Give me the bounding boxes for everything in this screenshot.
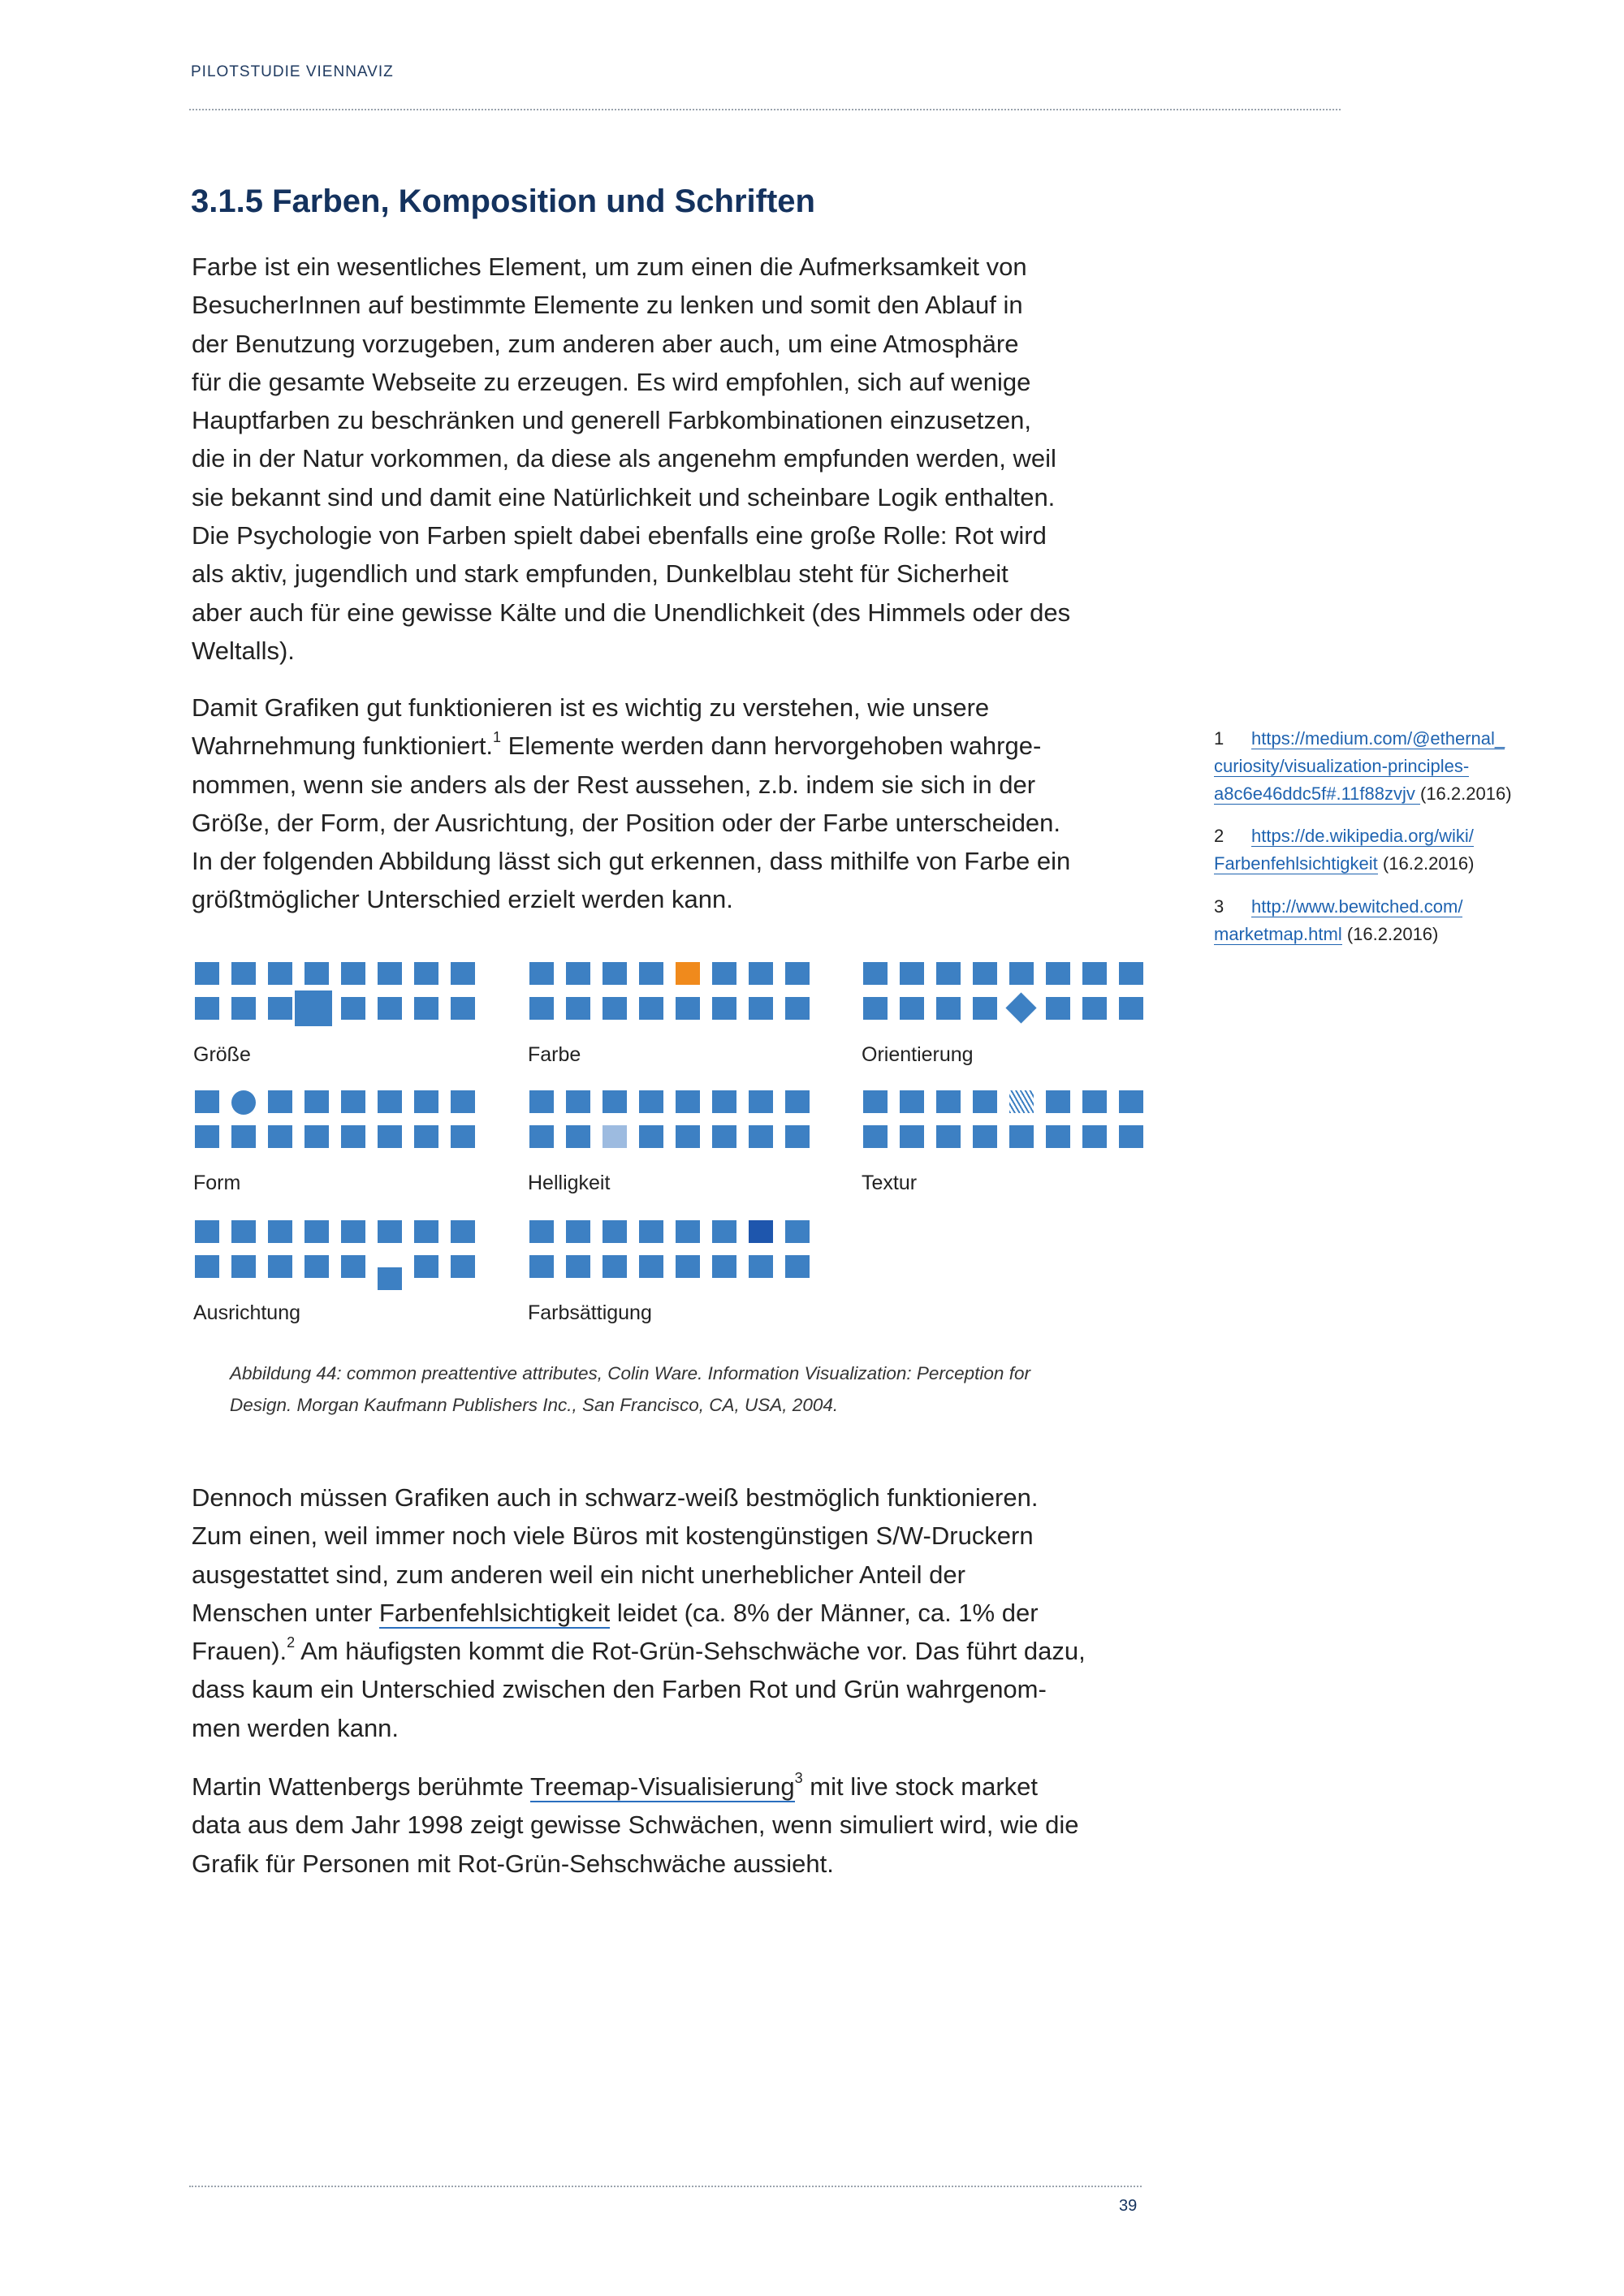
square-mark <box>749 962 773 985</box>
text-line <box>192 727 1070 765</box>
farbenfehlsichtigkeit-link[interactable]: Farbenfehlsichtigkeit <box>378 1598 611 1627</box>
text-line <box>192 1767 1078 1806</box>
square-mark <box>973 997 997 1020</box>
square-mark <box>973 962 997 985</box>
square-mark <box>936 1090 961 1113</box>
square-mark <box>268 1125 292 1148</box>
square-mark <box>639 1125 663 1148</box>
square-mark <box>1009 962 1034 985</box>
square-mark <box>863 1125 888 1148</box>
footnote-date: (16.2.2016) <box>1420 783 1512 804</box>
text: mit live stock market <box>802 1772 1039 1801</box>
text-line: In der folgenden Abbildung lässt sich gut erkennen, dass mithilfe von Farbe ein <box>192 847 1071 876</box>
text-line: aber auch für eine gewisse Kälte und die Unendlichkeit (des Himmels oder des <box>192 598 1071 627</box>
square-mark <box>603 1220 627 1243</box>
square-mark <box>1046 1090 1070 1113</box>
square-mark <box>341 1125 365 1148</box>
square-mark <box>603 962 627 985</box>
square-mark <box>304 1220 329 1243</box>
footnote-2 <box>1214 822 1474 878</box>
text-line <box>192 1594 1086 1632</box>
text-line: Dennoch müssen Grafiken auch in schwarz-weiß bestmöglich funktionieren. <box>192 1483 1039 1512</box>
square-mark <box>900 1125 924 1148</box>
square-mark <box>414 962 438 985</box>
square-mark <box>863 997 888 1020</box>
square-mark <box>936 962 961 985</box>
square-mark <box>900 997 924 1020</box>
square-mark <box>1082 962 1107 985</box>
square-mark <box>378 1125 402 1148</box>
square-mark <box>195 1090 219 1113</box>
square-mark <box>749 1255 773 1278</box>
square-mark <box>973 1090 997 1113</box>
text-line: für die gesamte Webseite zu erzeugen. Es wird empfohlen, sich auf wenige <box>192 367 1031 396</box>
square-mark <box>676 1220 700 1243</box>
treemap-link[interactable]: Treemap-Visualisierung <box>529 1772 795 1801</box>
target-mark-alignment <box>378 1267 402 1290</box>
text-line <box>192 1632 1086 1670</box>
text: leidet (ca. 8% der Männer, ca. 1% der <box>610 1598 1039 1627</box>
square-mark <box>566 1220 590 1243</box>
square-mark <box>639 997 663 1020</box>
attribute-label: Textur <box>862 1172 918 1194</box>
square-mark <box>676 1090 700 1113</box>
attribute-label: Farbe <box>528 1043 581 1066</box>
square-mark <box>712 1125 736 1148</box>
footnote-link[interactable]: https://medium.com/@ethernal_ <box>1251 728 1505 749</box>
square-mark <box>341 1090 365 1113</box>
square-mark <box>639 1090 663 1113</box>
footnote-link[interactable]: marketmap.html <box>1214 924 1342 944</box>
square-mark <box>451 1220 475 1243</box>
text-line: der Benutzung vorzugeben, zum anderen aber auch, um eine Atmosphäre <box>192 329 1019 358</box>
caption-line: Design. Morgan Kaufmann Publishers Inc., San Francisco, CA, USA, 2004. <box>230 1395 839 1415</box>
square-mark <box>378 997 402 1020</box>
square-mark <box>529 962 554 985</box>
square-mark <box>712 1255 736 1278</box>
footnote-link[interactable]: https://de.wikipedia.org/wiki/ <box>1251 826 1474 846</box>
square-mark <box>341 1220 365 1243</box>
page-number: 39 <box>1119 2197 1138 2215</box>
square-mark <box>451 1090 475 1113</box>
running-header: PILOTSTUDIE VIENNAVIZ <box>191 63 394 80</box>
text-line: Zum einen, weil immer noch viele Büros mit kostengünstigen S/W-Druckern <box>192 1521 1034 1551</box>
square-mark <box>1119 1125 1143 1148</box>
square-mark <box>195 1220 219 1243</box>
text: Wahrnehmung funktioniert. <box>192 732 494 761</box>
footnote-ref-3[interactable]: 3 <box>794 1770 803 1786</box>
square-mark <box>1082 997 1107 1020</box>
square-mark <box>304 1090 329 1113</box>
square-mark <box>749 997 773 1020</box>
text-line: men werden kann. <box>192 1713 400 1742</box>
square-mark <box>414 1220 438 1243</box>
text-line: als aktiv, jugendlich und stark empfunden, Dunkelblau steht für Sicherheit <box>192 559 1009 589</box>
text-line: Damit Grafiken gut funktionieren ist es wichtig zu verstehen, wie unsere <box>192 693 990 722</box>
square-mark <box>529 1220 554 1243</box>
footnote-link[interactable]: http://www.bewitched.com/ <box>1251 896 1463 917</box>
square-mark <box>268 1255 292 1278</box>
square-mark <box>900 1090 924 1113</box>
footnote-number: 1 <box>1214 728 1224 749</box>
square-mark <box>231 962 256 985</box>
footnote-ref-2[interactable]: 2 <box>287 1634 296 1651</box>
square-mark <box>639 1255 663 1278</box>
target-mark-lightness <box>603 1125 627 1148</box>
square-mark <box>341 1255 365 1278</box>
target-mark-orientation <box>1005 992 1036 1023</box>
square-mark <box>863 962 888 985</box>
text-line: größtmöglicher Unterschied erzielt werden kann. <box>192 885 733 914</box>
figure-caption <box>230 1357 1030 1421</box>
square-mark <box>378 1220 402 1243</box>
square-mark <box>936 997 961 1020</box>
attribute-label: Helligkeit <box>528 1172 611 1194</box>
square-mark <box>900 962 924 985</box>
attribute-label: Form <box>193 1172 241 1194</box>
square-mark <box>676 1255 700 1278</box>
square-mark <box>712 1090 736 1113</box>
square-mark <box>863 1090 888 1113</box>
square-mark <box>195 1255 219 1278</box>
footnote-number: 3 <box>1214 896 1224 917</box>
square-mark <box>378 1090 402 1113</box>
attribute-label: Farbsättigung <box>528 1301 652 1324</box>
square-mark <box>603 997 627 1020</box>
text: Martin Wattenbergs berühmte <box>192 1772 530 1801</box>
square-mark <box>566 962 590 985</box>
square-mark <box>414 997 438 1020</box>
paragraph-2 <box>192 688 1070 919</box>
square-mark <box>414 1090 438 1113</box>
square-mark <box>785 1125 810 1148</box>
paragraph-3 <box>192 1478 1086 1747</box>
text-line: die in der Natur vorkommen, da diese als angenehm empfunden werden, weil <box>192 444 1056 473</box>
paragraph-4 <box>192 1767 1078 1883</box>
target-mark-color <box>676 962 700 985</box>
caption-line: Abbildung 44: common preattentive attributes, Colin Ware. Information Visualization: Perception for <box>230 1363 1030 1383</box>
footnote-1 <box>1214 725 1512 808</box>
header-divider <box>189 109 1341 110</box>
text-line: sie bekannt sind und damit eine Natürlichkeit und scheinbare Logik enthalten. <box>192 482 1056 511</box>
text-line: Die Psychologie von Farben spielt dabei ebenfalls eine große Rolle: Rot wird <box>192 521 1047 550</box>
footnote-number: 2 <box>1214 826 1224 846</box>
square-mark <box>785 1220 810 1243</box>
square-mark <box>195 1125 219 1148</box>
text: Menschen unter <box>192 1598 379 1627</box>
square-mark <box>566 1125 590 1148</box>
square-mark <box>639 1220 663 1243</box>
square-mark <box>268 997 292 1020</box>
square-mark <box>268 962 292 985</box>
square-mark <box>1082 1125 1107 1148</box>
text-line: Hauptfarben zu beschränken und generell Farbkombinationen einzusetzen, <box>192 406 1032 435</box>
attribute-label: Ausrichtung <box>193 1301 301 1324</box>
square-mark <box>231 1255 256 1278</box>
square-mark <box>676 1125 700 1148</box>
target-mark-saturation <box>749 1220 773 1243</box>
square-mark <box>639 962 663 985</box>
square-mark <box>231 1220 256 1243</box>
footnote-ref-1[interactable]: 1 <box>493 729 502 746</box>
text-line: ausgestattet sind, zum anderen weil ein nicht unerheblicher Anteil der <box>192 1560 965 1589</box>
square-mark <box>566 1090 590 1113</box>
text-line: Größe, der Form, der Ausrichtung, der Position oder der Farbe unterscheiden. <box>192 808 1061 837</box>
square-mark <box>304 962 329 985</box>
square-mark <box>231 1125 256 1148</box>
square-mark <box>749 1090 773 1113</box>
target-mark-texture <box>1009 1090 1034 1113</box>
square-mark <box>785 1090 810 1113</box>
square-mark <box>712 997 736 1020</box>
square-mark <box>414 1255 438 1278</box>
square-mark <box>304 1125 329 1148</box>
text: Frauen). <box>192 1637 287 1666</box>
square-mark <box>378 962 402 985</box>
square-mark <box>785 997 810 1020</box>
text-line: Weltalls). <box>192 636 295 665</box>
square-mark <box>451 1255 475 1278</box>
square-mark <box>414 1125 438 1148</box>
square-mark <box>749 1125 773 1148</box>
square-mark <box>268 1220 292 1243</box>
square-mark <box>712 962 736 985</box>
square-mark <box>341 962 365 985</box>
square-mark <box>451 962 475 985</box>
footnote-link[interactable]: curiosity/visualization-principles- <box>1214 756 1470 776</box>
square-mark <box>1082 1090 1107 1113</box>
square-mark <box>566 1255 590 1278</box>
square-mark <box>304 1255 329 1278</box>
text-line: nommen, wenn sie anders als der Rest aussehen, z.b. indem sie sich in der <box>192 770 1036 799</box>
square-mark <box>603 1090 627 1113</box>
square-mark <box>1119 997 1143 1020</box>
text: Am häufigsten kommt die Rot-Grün-Sehschwäche vor. Das führt dazu, <box>295 1637 1086 1666</box>
text-line: Farbe ist ein wesentliches Element, um zum einen die Aufmerksamkeit von <box>192 252 1027 281</box>
square-mark <box>341 997 365 1020</box>
footer-divider <box>189 2186 1142 2187</box>
footnote-link[interactable]: Farbenfehlsichtigkeit <box>1214 853 1378 874</box>
text-line: Grafik für Personen mit Rot-Grün-Sehschwäche aussieht. <box>192 1849 834 1878</box>
square-mark <box>451 1125 475 1148</box>
text-line: dass kaum ein Unterschied zwischen den Farben Rot und Grün wahrgenom- <box>192 1675 1047 1704</box>
square-mark <box>1046 1125 1070 1148</box>
text: Elemente werden dann hervorgehoben wahrge- <box>501 732 1042 761</box>
square-mark <box>195 962 219 985</box>
attribute-label: Größe <box>193 1043 251 1066</box>
text-line: BesucherInnen auf bestimmte Elemente zu lenken und somit den Ablauf in <box>192 291 1023 320</box>
square-mark <box>1119 962 1143 985</box>
square-mark <box>451 997 475 1020</box>
footnote-date: (16.2.2016) <box>1382 853 1475 874</box>
paragraph-1 <box>192 248 1070 670</box>
square-mark <box>1009 1125 1034 1148</box>
footnote-link[interactable]: a8c6e46ddc5f#.11f88zvjv <box>1214 783 1420 804</box>
square-mark <box>529 1090 554 1113</box>
square-mark <box>529 1125 554 1148</box>
footnote-3 <box>1214 893 1462 948</box>
square-mark <box>566 997 590 1020</box>
square-mark <box>603 1255 627 1278</box>
square-mark <box>195 997 219 1020</box>
square-mark <box>231 997 256 1020</box>
square-mark <box>1119 1090 1143 1113</box>
attribute-label: Orientierung <box>862 1043 974 1066</box>
square-mark <box>1046 997 1070 1020</box>
square-mark <box>785 962 810 985</box>
square-mark <box>529 1255 554 1278</box>
target-mark-size <box>295 990 332 1026</box>
square-mark <box>973 1125 997 1148</box>
footnote-date: (16.2.2016) <box>1346 924 1439 944</box>
square-mark <box>712 1220 736 1243</box>
square-mark <box>676 997 700 1020</box>
square-mark <box>268 1090 292 1113</box>
square-mark <box>785 1255 810 1278</box>
text-line: data aus dem Jahr 1998 zeigt gewisse Schwächen, wenn simuliert wird, wie die <box>192 1810 1079 1840</box>
section-title: 3.1.5 Farben, Komposition und Schriften <box>191 183 815 219</box>
target-mark-shape <box>231 1090 256 1115</box>
square-mark <box>1046 962 1070 985</box>
square-mark <box>936 1125 961 1148</box>
square-mark <box>529 997 554 1020</box>
